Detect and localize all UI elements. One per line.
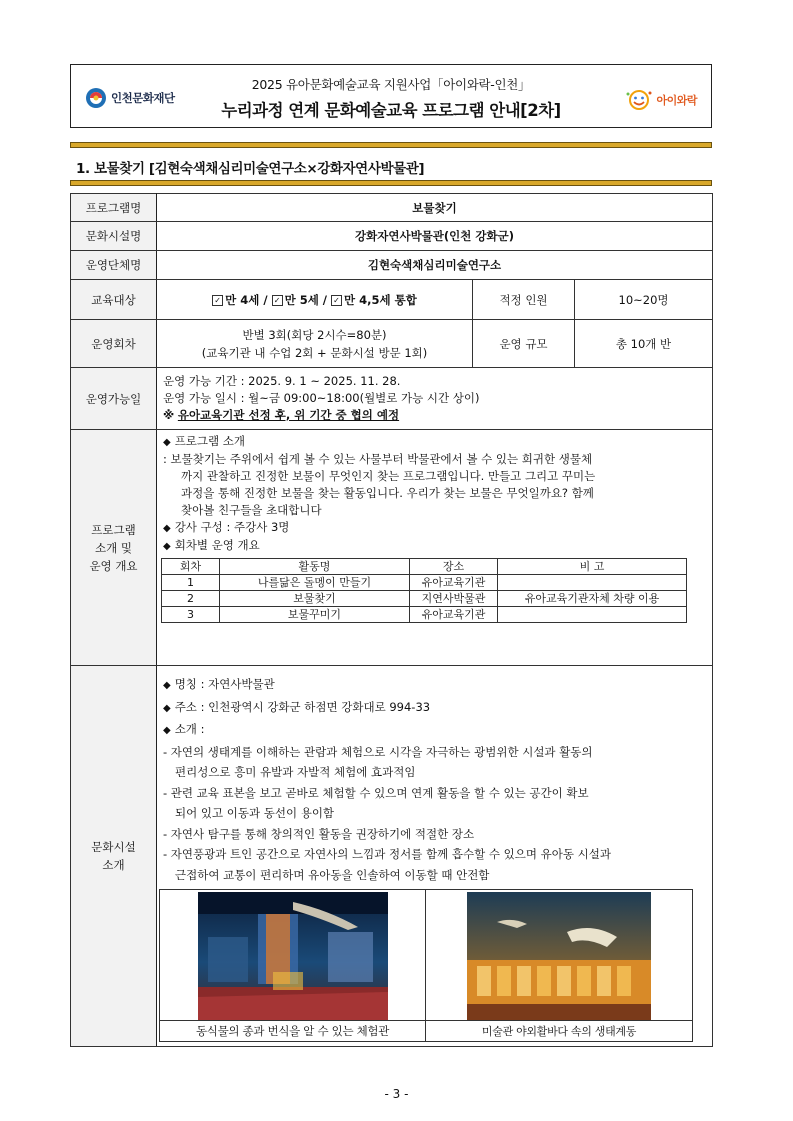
- photo-cell-2: [426, 890, 692, 1041]
- facility-intro-content: [157, 666, 713, 1047]
- diamond-bullet-icon: ◆: [163, 437, 171, 448]
- dates-note: [163, 407, 706, 424]
- capacity-label: 적정 인원: [473, 280, 575, 320]
- row-overview: [71, 430, 713, 666]
- target-label: 교육대상: [71, 280, 157, 320]
- point-1a: - 자연의 생태계를 이해하는 관람과 체험으로 시각을 자극하는 광범위한 시설과 활동의: [163, 744, 593, 759]
- capacity-value: 10~20명: [575, 280, 713, 320]
- facility-photos: [159, 889, 693, 1042]
- point-3: - 자연사 탐구를 통해 창의적인 활동을 권장하기에 적절한 장소: [163, 826, 475, 841]
- dates-period: 운영 가능 기간 : 2025. 9. 1 ~ 2025. 11. 28.: [163, 374, 401, 388]
- museum-hall-photo: [198, 892, 388, 1020]
- photo-1-caption: 동식물의 종과 번식을 알 수 있는 체험관: [160, 1020, 425, 1041]
- section-bar-top: [70, 142, 712, 148]
- sessions-line-2: (교육기관 내 수업 2회 + 문화시설 방문 1회): [201, 345, 428, 360]
- instructor-line: ◆ 강사 구성 : 주강사 3명: [163, 520, 290, 534]
- facility-intro-label: 문화시설 소개: [71, 666, 157, 1047]
- dates-value: [157, 368, 713, 430]
- table-row: 2 보물찾기 지연사박물관 유아교육기관자체 차량 이용: [162, 591, 687, 607]
- program-name-label: 프로그램명: [71, 194, 157, 222]
- row-dates: [71, 368, 713, 430]
- intro-line-2: 까지 관찰하고 진정한 보물이 무엇인지 찾는 프로그램입니다. 만들고 그리고 꾸미는: [181, 469, 596, 483]
- aiwarak-logo: [625, 87, 697, 113]
- dates-label: 운영가능일: [71, 368, 157, 430]
- row-program-name: [71, 194, 713, 222]
- target-age-5: 만 5세 /: [284, 292, 328, 307]
- section-bar-bottom: [70, 180, 712, 186]
- point-2b: 되어 있고 이동과 동선이 용이함: [175, 806, 335, 820]
- row-facility: [71, 222, 713, 251]
- intro-line-3: 과정을 통해 진정한 보물을 찾는 활동입니다. 우리가 찾는 보물은 무엇일까요? 함께: [181, 486, 594, 500]
- schedule-header-row: [162, 559, 687, 575]
- target-age-combined: 만 4,5세 통합: [344, 292, 417, 307]
- smile-face-icon: [625, 88, 653, 112]
- sessions-line-1: 반별 3회(회당 2시수=80분): [242, 327, 387, 342]
- dates-hours: 운영 가능 일시 : 월~금 09:00~18:00(월별로 가능 시간 상이): [163, 391, 480, 405]
- foundation-name: 인천문화재단: [111, 91, 175, 105]
- point-1b: 편리성으로 흥미 유발과 자발적 체험에 효과적임: [175, 765, 416, 779]
- photo-2-caption: 미술관 야외활바다 속의 생태계동: [426, 1020, 692, 1041]
- session-schedule-table: [161, 558, 687, 623]
- facility-name-line: ◆ 명칭 : 자연사박물관: [163, 677, 275, 691]
- photo-cell-1: [160, 890, 426, 1041]
- note-mark: ※: [163, 408, 175, 422]
- diamond-bullet-icon: ◆: [163, 523, 171, 534]
- facility-value: 강화자연사박물관(인천 강화군): [157, 222, 713, 251]
- org-value: 김현숙색채심리미술연구소: [157, 251, 713, 280]
- intro-heading: ◆ 프로그램 소개: [163, 434, 246, 448]
- intro-line-4: 찾아볼 친구들을 초대합니다: [181, 503, 322, 517]
- document-header: [70, 64, 712, 128]
- point-4a: - 자연풍광과 트인 공간으로 자연사의 느낌과 정서를 함께 흡수할 수 있으며 유아동 시설과: [163, 847, 611, 861]
- diamond-bullet-icon: ◆: [163, 725, 171, 736]
- target-age-4: 만 4세 /: [225, 292, 268, 307]
- overview-label: 프로그램 소개 및 운영 개요: [71, 430, 157, 666]
- facility-address-line: ◆ 주소 : 인천광역시 강화군 하점면 강화대로 994-33: [163, 699, 431, 714]
- col-session: 회차: [162, 559, 220, 575]
- table-row: 3 보물꾸미기 유아교육기관: [162, 607, 687, 623]
- checkbox-icon: ✓: [331, 295, 342, 306]
- col-note: 비 고: [498, 559, 687, 575]
- row-sessions: [71, 320, 713, 368]
- facility-intro-heading: ◆ 소개 :: [163, 722, 205, 736]
- table-row: 1 나를닮은 돌멩이 만들기 유아교육기관: [162, 575, 687, 591]
- intro-line-1: : 보물찾기는 주위에서 쉽게 볼 수 있는 사물부터 박물관에서 볼 수 있는 희귀한 생물체: [163, 452, 593, 466]
- program-name-value: 보물찾기: [157, 194, 713, 222]
- row-facility-intro: [71, 666, 713, 1047]
- overview-content: [157, 430, 713, 666]
- target-value: [157, 280, 473, 320]
- facility-label: 문화시설명: [71, 222, 157, 251]
- org-label: 운영단체명: [71, 251, 157, 280]
- point-4b: 근접하여 교통이 편리하며 유아동을 인솔하여 이동할 때 안전함: [175, 867, 490, 882]
- row-target: [71, 280, 713, 320]
- scale-label: 운영 규모: [473, 320, 575, 368]
- checkbox-icon: ✓: [212, 295, 223, 306]
- col-activity: 활동명: [220, 559, 410, 575]
- schedule-heading: ◆ 회차별 운영 개요: [163, 538, 260, 552]
- row-org: [71, 251, 713, 280]
- header-subtitle: 2025 유아문화예술교육 지원사업「아이와락-인천」: [251, 77, 531, 92]
- col-place: 장소: [410, 559, 498, 575]
- header-title: 누리과정 연계 문화예술교육 프로그램 안내[2차]: [221, 101, 561, 120]
- diamond-bullet-icon: ◆: [163, 702, 171, 714]
- dates-note-text: 유아교육기관 선정 후, 위 기간 중 협의 예정: [177, 408, 400, 422]
- ocean-ecosystem-photo: [467, 892, 651, 1020]
- sessions-label: 운영회차: [71, 320, 157, 368]
- sessions-value: [157, 320, 473, 368]
- scale-value: 총 10개 반: [575, 320, 713, 368]
- aiwarak-name: 아이와락: [656, 94, 697, 107]
- page-number: - 3 -: [384, 1087, 409, 1101]
- section-title: 1. 보물찾기 [김현숙색채심리미술연구소×강화자연사박물관]: [76, 161, 425, 177]
- diamond-bullet-icon: ◆: [163, 541, 171, 552]
- program-info-table: [70, 193, 713, 1047]
- diamond-bullet-icon: ◆: [163, 680, 171, 691]
- checkbox-icon: ✓: [272, 295, 283, 306]
- point-2a: - 관련 교육 표본을 보고 곧바로 체험할 수 있으며 연계 활동을 할 수 있는 공간이 확보: [163, 785, 589, 800]
